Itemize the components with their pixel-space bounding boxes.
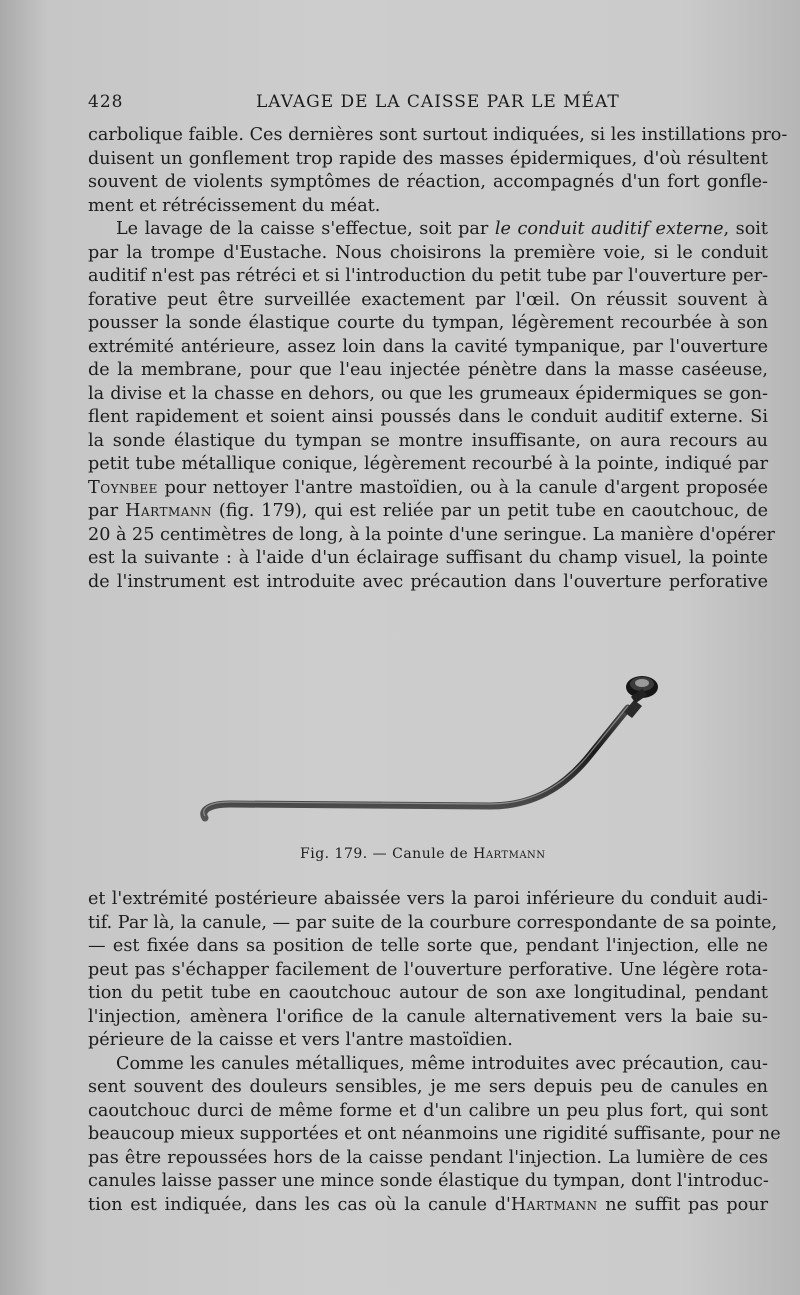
text-line: ment et rétrécissement du méat.: [88, 195, 381, 216]
text-line: est la suivante : à l'aide d'un éclairage suffisant du champ visuel, la pointe: [88, 548, 768, 568]
text-line: forative peut être surveillée exactement par l'œil. On réussit souvent à: [88, 289, 768, 310]
text-line: pousser la sonde élastique courte du tympan, légèrement recourbée à son: [88, 313, 768, 333]
paragraph-3: [88, 888, 778, 1053]
text-line: sent souvent des douleurs sensibles, je me sers depuis peu de canules en: [88, 1077, 768, 1097]
cannula-tube: [204, 708, 628, 818]
paragraph-1: [88, 124, 788, 218]
cannula-illustration: [190, 660, 670, 830]
text-line: souvent de violents symptômes de réaction, accompagnés d'un fort gonfle-: [88, 172, 768, 192]
text-line: tion du petit tube en caoutchouc autour de son axe longitudinal, pendant: [88, 983, 768, 1003]
text-line: la divise et la chasse en dehors, ou que les grumeaux épidermiques se gon-: [88, 383, 768, 404]
running-title: LAVAGE DE LA CAISSE PAR LE MÉAT: [256, 92, 620, 112]
cannula-hub: [624, 676, 658, 718]
text-line: la sonde élastique du tympan se montre insuffisante, on aura recours au: [88, 430, 768, 451]
author-name: Hartmann: [510, 1194, 598, 1215]
text-line: auditif n'est pas rétréci et si l'introduction du petit tube par l'ouverture per-: [88, 266, 769, 286]
page-number: 428: [88, 92, 124, 112]
text-line: par Hartmann (fig. 179), qui est reliée par un petit tube en caoutchouc, de: [88, 501, 768, 521]
text-line: flent rapidement et soient ainsi poussés dans le conduit auditif externe. Si: [88, 407, 768, 427]
page-header: [88, 92, 768, 118]
text-line: canules laisse passer une mince sonde élastique du tympan, dont l'introduc-: [88, 1171, 769, 1191]
paragraph-4: [88, 1053, 781, 1218]
text-line: tif. Par là, la canule, — par suite de la courbure correspondante de sa pointe,: [88, 912, 778, 933]
author-name: Hartmann: [125, 501, 212, 521]
text-line: extrémité antérieure, assez loin dans la cavité tympanique, par l'ouverture: [88, 336, 768, 357]
text-line: — est fixée dans sa position de telle sorte que, pendant l'injection, elle ne: [88, 936, 768, 956]
upper-text: [88, 124, 788, 594]
paragraph-2: [88, 218, 775, 594]
italic-term: le conduit auditif externe: [494, 219, 724, 239]
text-line: de l'instrument est introduite avec précaution dans l'ouverture perforative: [88, 571, 768, 592]
text-line: peut pas s'échapper facilement de l'ouverture perforative. Une légère rota-: [88, 959, 768, 980]
author-name: Hartmann: [473, 846, 546, 862]
text-line: de la membrane, pour que l'eau injectée pénètre dans la masse caséeuse,: [88, 360, 768, 380]
text-line: petit tube métallique conique, légèrement recourbé à la pointe, indiqué par: [88, 454, 768, 474]
figure-caption: Fig. 179. — Canule de Hartmann: [300, 846, 546, 862]
text-line: périeure de la caisse et vers l'antre mastoïdien.: [88, 1030, 513, 1050]
text-line: pas être repoussées hors de la caisse pendant l'injection. La lumière de ces: [88, 1147, 768, 1168]
text-line: carbolique faible. Ces dernières sont surtout indiquées, si les instillations pro-: [88, 125, 788, 145]
text-line: Le lavage de la caisse s'effectue, soit par le conduit auditif externe, soit: [116, 219, 768, 239]
author-name: Toynbee: [88, 477, 158, 498]
text-line: et l'extrémité postérieure abaissée vers la paroi inférieure du conduit audi-: [88, 889, 768, 909]
text-line: beaucoup mieux supportées et ont néanmoins une rigidité suffisante, pour ne: [88, 1124, 781, 1144]
text-line: Toynbee pour nettoyer l'antre mastoïdien, ou à la canule d'argent proposée: [88, 477, 768, 498]
text-line: caoutchouc durci de même forme et d'un calibre un peu plus fort, qui sont: [88, 1100, 768, 1121]
text-line: l'injection, amènera l'orifice de la canule alternativement vers la baie su-: [88, 1006, 768, 1027]
text-line: tion est indiquée, dans les cas où la canule d'Hartmann ne suffit pas pour: [88, 1194, 768, 1215]
text-line: 20 à 25 centimètres de long, à la pointe d'une seringue. La manière d'opérer: [88, 524, 775, 545]
text-line: par la trompe d'Eustache. Nous choisirons la première voie, si le conduit: [88, 242, 768, 263]
text-line: duisent un gonflement trop rapide des masses épidermiques, d'où résultent: [88, 148, 768, 169]
lower-text: [88, 888, 781, 1217]
text-line: Comme les canules métalliques, même introduites avec précaution, cau-: [116, 1053, 768, 1074]
